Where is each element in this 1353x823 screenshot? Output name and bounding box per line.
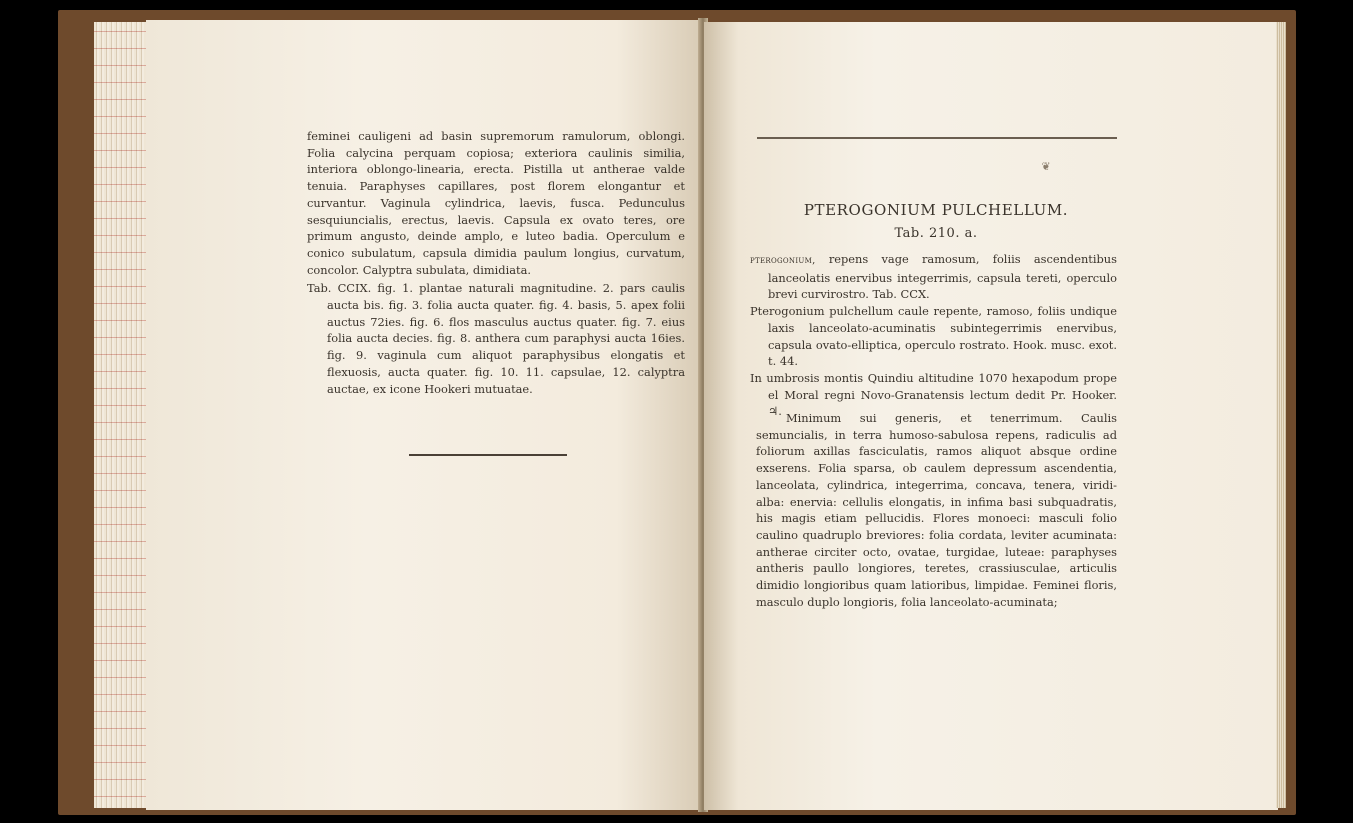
species-title: PTEROGONIUM PULCHELLUM. bbox=[803, 201, 1069, 219]
habitat: In umbrosis montis Quindiu altitudine 1070 hexapodum prope el Moral regni Novo-Granatensis lectum dedit Pr. Hooker. ♃. bbox=[750, 370, 1117, 419]
species-description-block bbox=[756, 410, 1117, 610]
page-edges-left bbox=[94, 22, 148, 808]
synonym: Pterogonium pulchellum caule repente, ramoso, foliis undique laxis lanceolato-acuminatis subintegerrimis enervibus, capsula ovato-elliptica, operculo rostrato. Hook. musc. exot. t. 44. bbox=[750, 304, 1117, 369]
diagnosis-block bbox=[750, 251, 1117, 420]
left-end-rule bbox=[409, 454, 567, 456]
genus-label: pterogonium, bbox=[750, 255, 816, 266]
plate-number: Tab. 210. a. bbox=[894, 226, 978, 241]
left-page-text bbox=[307, 128, 685, 397]
page-edges-right bbox=[1276, 22, 1286, 808]
diagnosis bbox=[750, 251, 1117, 303]
header-rule bbox=[757, 137, 1117, 139]
plate-explanation: Tab. CCIX. fig. 1. plantae naturali magnitudine. 2. pars caulis aucta bis. fig. 3. folia aucta quater. fig. 4. basis, 5. apex folii auctus 72ies. fig. 6. flos masculus auctus quater. fig. 7. eius folia aucta decies. fig. 8. anthera cum paraphysi aucta 16ies. fig. 9. vaginula cum aliquot paraphysibus elongatis et flexuosis, aucta quater. fig. 10. 11. capsulae, 12. calyptra auctae, ex icone Hookeri mutuatae. bbox=[307, 281, 685, 396]
ornament-icon: ❦ bbox=[1041, 160, 1051, 173]
left-description: feminei cauligeni ad basin supremorum ramulorum, oblongi. Folia calycina perquam copiosa; exteriora caulinis similia, interiora oblongo-linearia, erecta. Pistilla ut antherae valde tenuia. Paraphyses capillares, post florem elongantur et curvantur. Vaginula cylindrica, laevis, fusca. Pedunculus sesquiuncialis, erectus, laevis. Capsula ex ovato teres, ore primum angusto, deinde amplo, e luteo badia. Operculum e conico subulatum, capsula dimidia paulum longius, curvatum, concolor. Calyptra subulata, dimidiata. bbox=[307, 129, 685, 277]
diagnosis-text: repens vage ramosum, foliis ascendentibus lanceolatis enervibus integerrimis, capsula tereti, operculo brevi curvirostro. Tab. CCX. bbox=[768, 252, 1117, 302]
species-description: Minimum sui generis, et tenerrimum. Caulis semuncialis, in terra humoso-sabulosa repens, radiculis ad foliorum axillas fasciculatis, ramos aliquot absque ordine exserens. Folia sparsa, ob caulem depressum ascendentia, lanceolata, cylindrica, integerrima, concava, tenera, viridi-alba: enervia: cellulis elongatis, in infima basi subquadratis, his magis etiam pellucidis. Flores monoeci: masculi folio caulino quadruplo breviores: folia cordata, leviter acuminata: antherae circiter octo, ovatae, turgidae, luteae: paraphyses antheris paullo longiores, teretes, crassiusculae, articulis dimidio longioribus quam latioribus, limpidae. Feminei floris, masculo duplo longioris, folia lanceolato-acuminata; bbox=[756, 411, 1117, 609]
